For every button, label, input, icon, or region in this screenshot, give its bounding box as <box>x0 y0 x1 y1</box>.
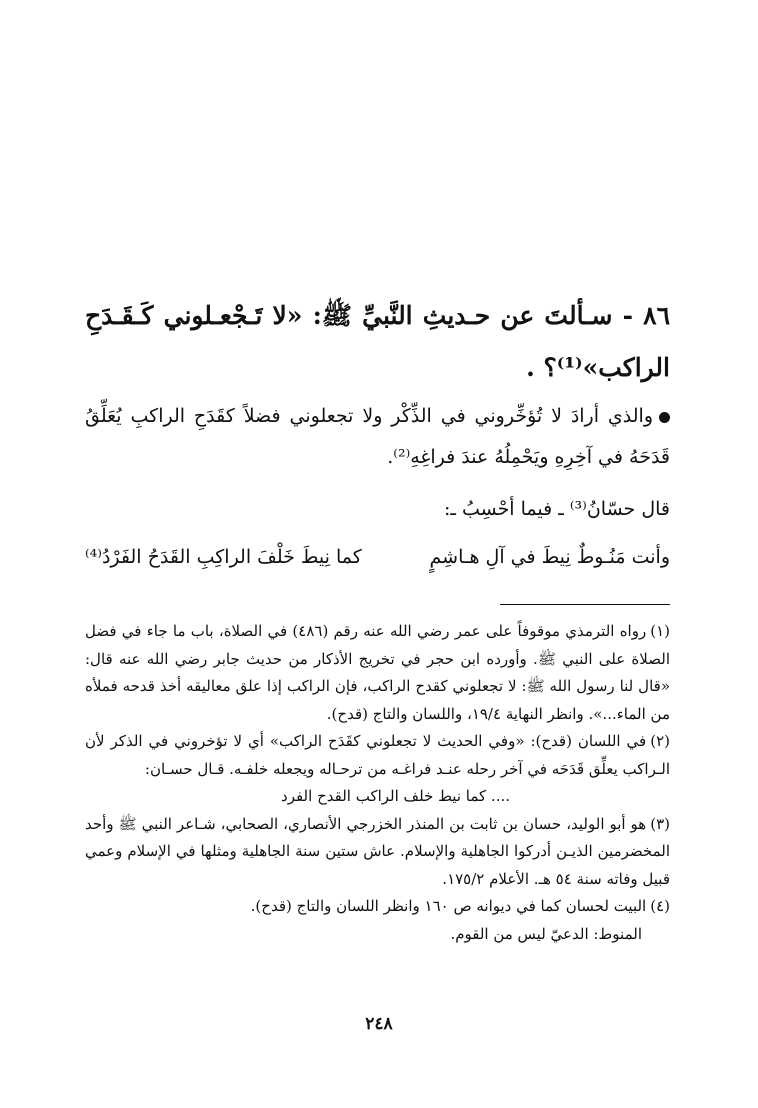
footnote-text: هو أبو الوليد، حسان بن ثابت بن المنذر الخزرجي الأنصاري، الصحابي، شـاعر النبي ﷺ وأحد المخضرمين الذيـن أدركوا الجاهلية والإسلام. عاش ستين سنة الجاهلية ومثلها في الإسلام وعمي قبيل وفاته سنة ٥٤ هـ. الأعلام ١٧٥/٢. <box>85 814 670 888</box>
verse-first-hemistich: وأنت مَنُـوطٌ نِيطَ في آلِ هـاشِمٍ <box>429 546 670 568</box>
footnote-text: رواه الترمذي موقوفاً على عمر رضي الله عنه رقم (٤٨٦) في الصلاة، باب ما جاء في فضل الصلاة على النبي ﷺ. وأورده ابن حجر في تخريج الأذكار من حديث جابر رضي الله عنه قال: «قال لنا رسول الله ﷺ: لا تجعلوني كقدح الراكب، فإن الراكب إذا علق معاليقه أخذ قدحه فملأه من الماء...». وانظر النهاية ١٩/٤، واللسان والتاج (قدح). <box>85 622 670 723</box>
footnote-label: (٢) <box>650 732 670 750</box>
poet-intro: قال حسّانُ⁽³⁾ ـ فيما أحْسِبُ ـ: <box>443 498 670 520</box>
answer-paragraph <box>85 396 670 478</box>
question-heading: ٨٦ - سـألتَ عن حـديثِ النَّبيِّ ﷺ: «لا تَـجْعـلوني كَـقَـدَحِ الراكب»⁽¹⁾؟ . <box>85 301 670 382</box>
footnote-text: في اللسان (قدح): «وفي الحديث لا تجعلوني كقَدَح الراكب» أي لا تؤخروني في الذكر لأن الـراكب يعلِّق قَدَحَه في آخر رحله عنـد فراغـه من ترحـاله ويجعله خلفـه. قـال حسـان: <box>85 732 670 778</box>
footnote-1 <box>85 618 670 728</box>
footnote-label: (١) <box>650 622 670 640</box>
footnote-4 <box>85 893 670 921</box>
footnote-4-note: المنوط: الدعيّ ليس من القوم. <box>450 924 642 943</box>
footnotes <box>85 618 670 948</box>
verse-second-hemistich: كما نِيطَ خَلْفَ الراكِبِ القَدَحُ الفَرْدُ⁽⁴⁾ <box>85 546 362 568</box>
footnote-3 <box>85 811 670 894</box>
footnote-divider <box>500 604 670 605</box>
footnote-2-verse: .... كما نيط خلف الراكب القدح الفرد <box>281 787 510 805</box>
footnote-label: (٤) <box>650 897 670 915</box>
footnote-label: (٣) <box>650 814 670 833</box>
answer-text: والذي أرادَ لا تُؤخِّروني في الذِّكْر ولا تجعلوني فضلاً كقَدَحِ الراكبِ يُعَلِّقُ قَدَحَهُ في آخِرِهِ ويَحْمِلُهُ عندَ فراغِهِ⁽²⁾. <box>85 405 670 468</box>
footnote-text: البيت لحسان كما في ديوانه ص ١٦٠ وانظر اللسان والتاج (قدح). <box>250 897 647 915</box>
footnote-2 <box>85 728 670 783</box>
poetry-verse <box>85 540 670 574</box>
page-number: ٢٤٨ <box>365 1014 393 1034</box>
bullet-icon <box>659 412 670 423</box>
